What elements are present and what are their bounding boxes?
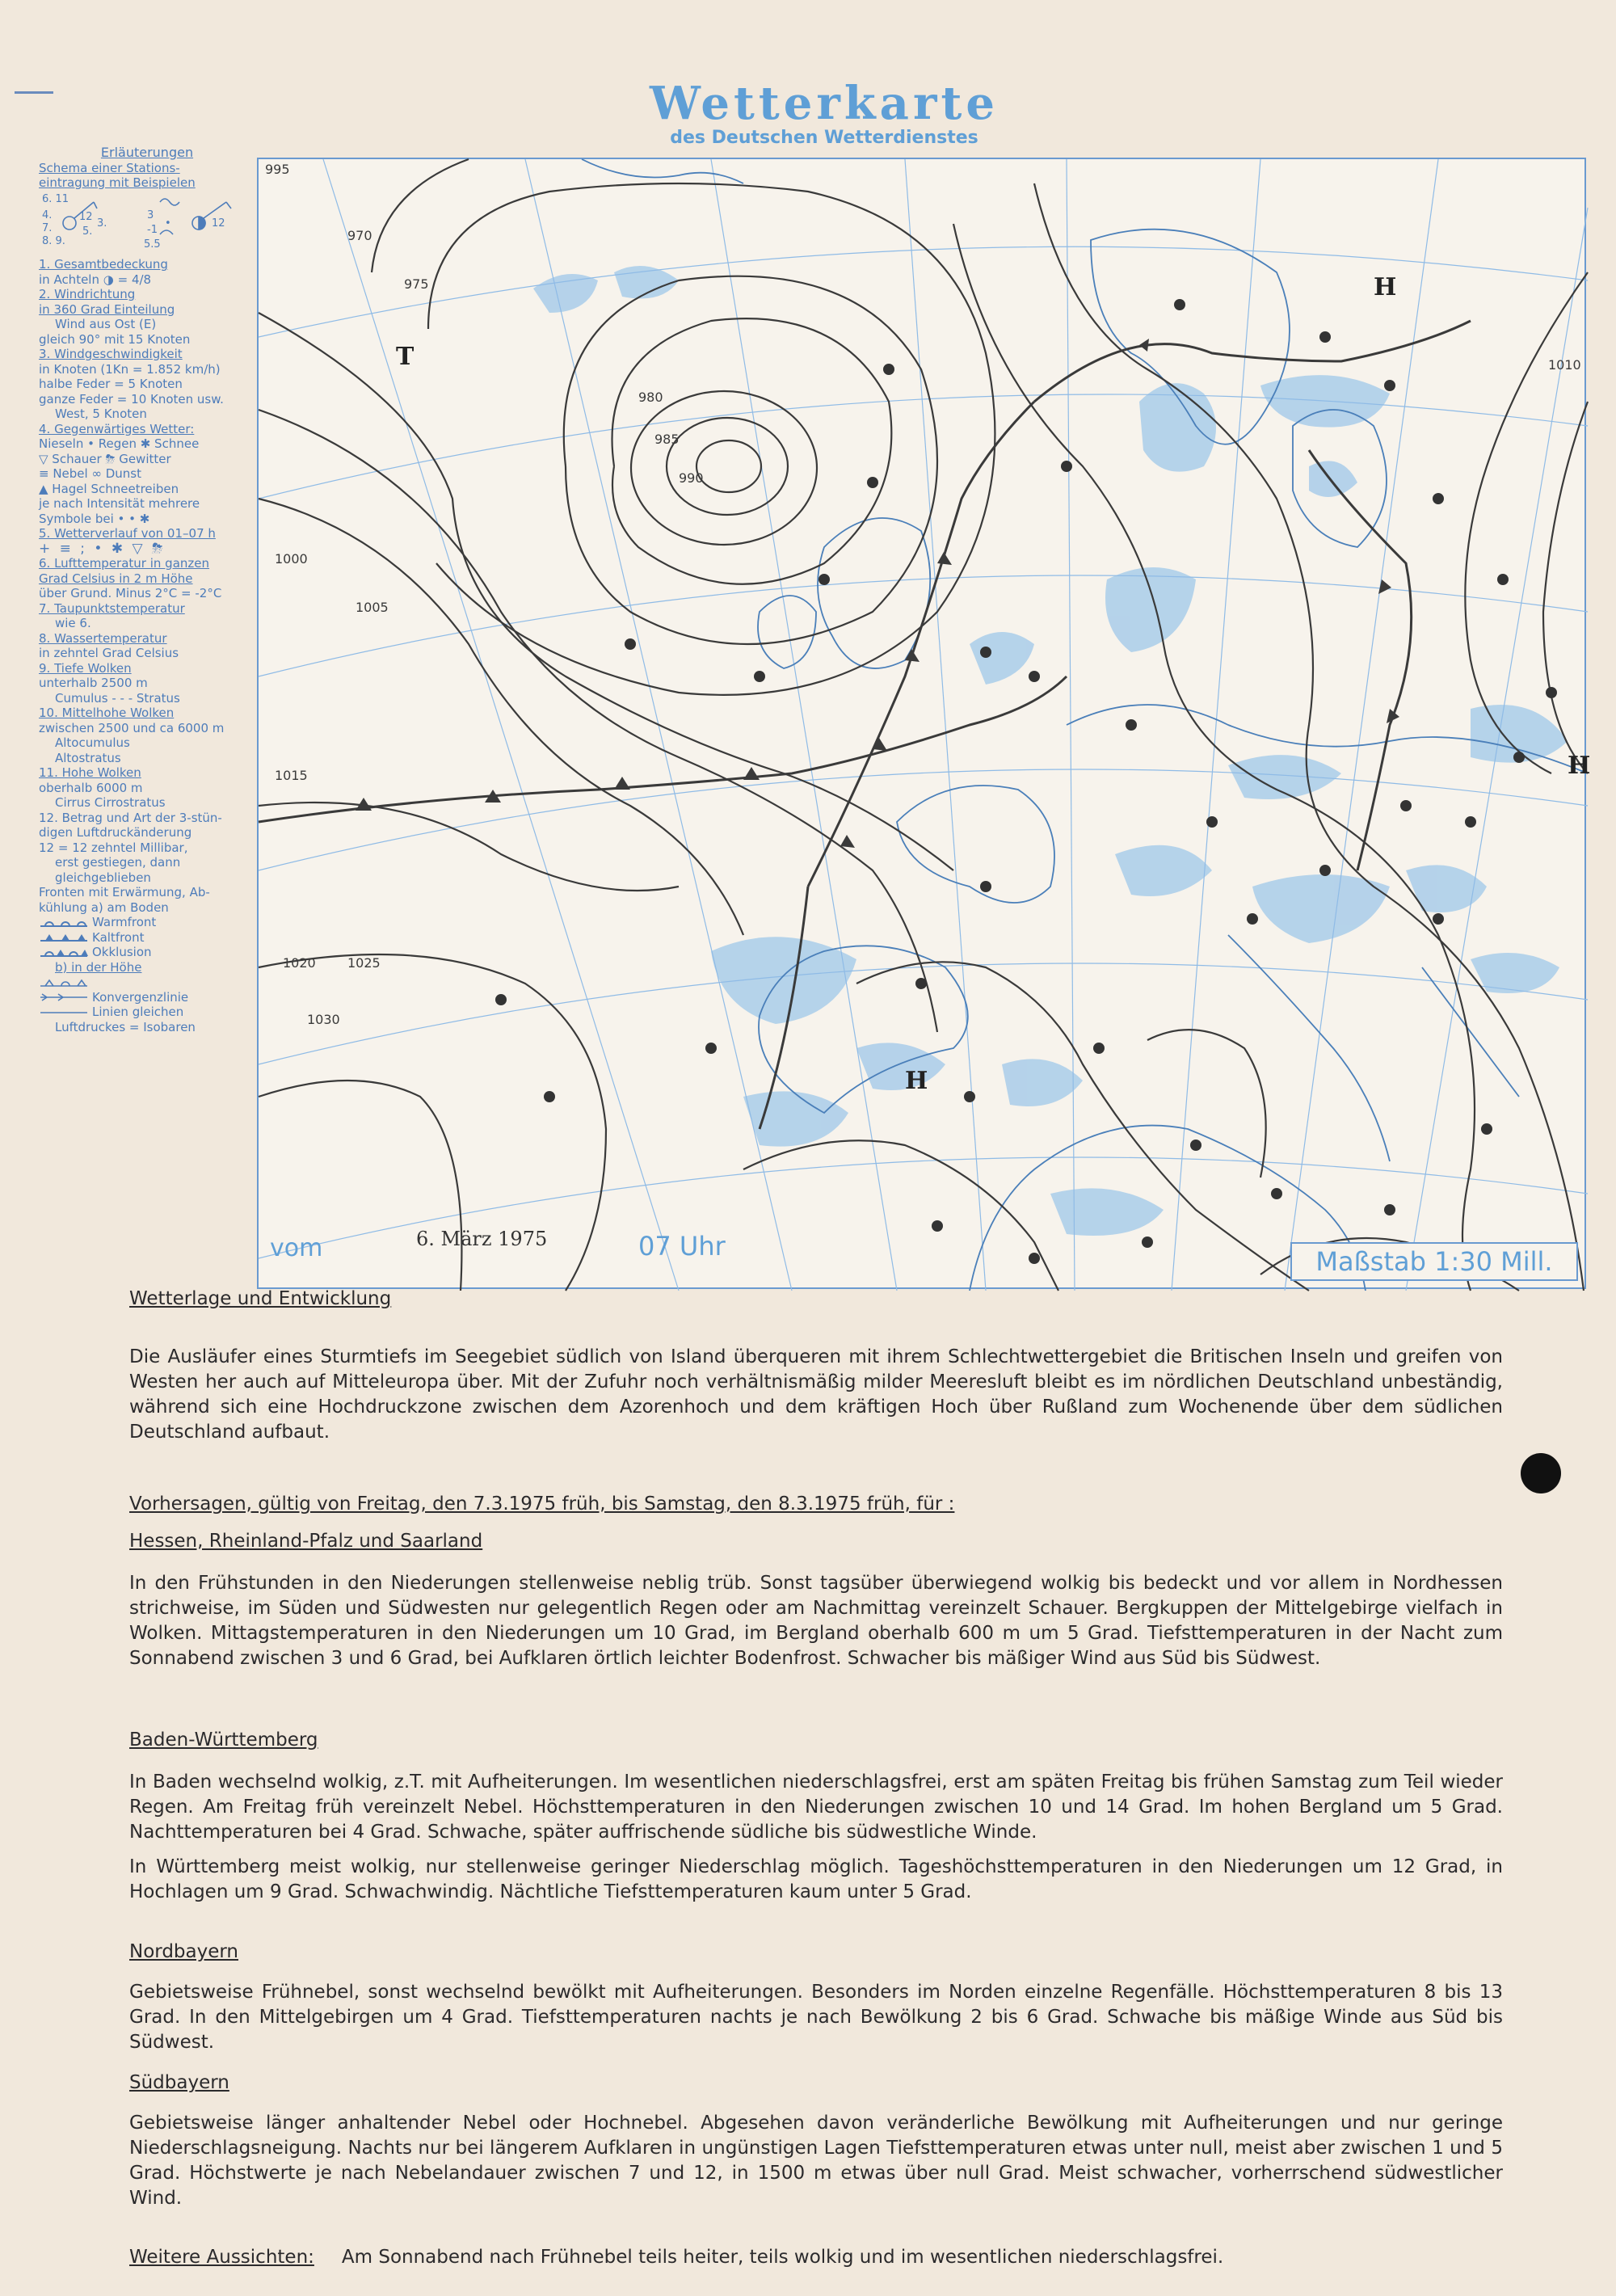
region-hessen-body [129,1571,1503,1671]
svg-text:12: 12 [212,217,225,230]
legend-line: erst gestiegen, dann [55,855,181,870]
legend-line: Warmfront [92,915,157,929]
region-hessen-text: In den Frühstunden in den Niederungen stellenweise neblig trüb. Sonst tagsüber überwiegend wolkig bis bedeckt und vor allem in Nordhessen strichweise, im Süden und Südwesten nur gelegentlich Regen oder am Nachmittag vereinzelt Schauer. Bergkuppen der Mittelgebirge vielfach in Wolken. Mittagstemperaturen in den Niederungen um 10 Grad, im Bergland oberhalb 600 m um 5 Grad. Tiefsttemperaturen in der Nacht zum Sonnabend zwischen 3 und 6 Grad, bei Aufklaren örtlich leichter Bodenfrost. Schwacher bis mäßiger Wind aus Süd bis Südwest. [129,1573,1503,1669]
outlook-text: Am Sonnabend nach Frühnebel teils heiter, teils wolkig und im wesentlichen niederschlagsfrei. [341,2247,1224,2268]
legend-line: Okklusion [92,945,152,959]
occlusion-icon [39,949,89,957]
legend-line: Grad Celsius in 2 m Höhe [39,571,193,586]
svg-text:3.: 3. [97,217,107,230]
isobar-label: 1010 [1548,357,1581,373]
region-suedbayern-text: Gebietsweise länger anhaltender Nebel oder Hochnebel. Abgesehen davon veränderliche Bewölkung mit Aufheiterungen und nur geringe Niederschlagsneigung. Nachts nur bei längerem Aufklaren in ungünstigen Lagen Tiefsttemperaturen etwas unter null, meist aber zwischen 1 und 5 Grad. Höchstwerte je nach Nebelandauer zwischen 7 und 12, in 1500 m etwas über null Grad. Meist schwacher, vorherrschend südwestlicher Wind. [129,2113,1503,2209]
outlook-section [129,2245,1503,2270]
map-scale: Maßstab 1:30 Mill. [1290,1242,1578,1281]
svg-text:5.: 5. [82,225,93,238]
legend-line: Schema einer Stations- [39,160,180,175]
weather-course-symbols-icon: + ≡ ; • ✱ ▽ ⛈ [39,540,166,557]
legend-line: in Knoten (1Kn = 1.852 km/h) [39,361,221,377]
legend-line: Luftdruckes = Isobaren [55,1019,196,1034]
svg-text:-1: -1 [147,223,158,236]
svg-text:6. 11: 6. 11 [42,192,69,205]
region-nordbayern-body [129,1980,1503,2055]
legend-line: b) in der Höhe [55,959,142,975]
region-bw-body [129,1770,1503,1905]
situation-body [129,1345,1503,1445]
legend-line: gleich 90° mit 15 Knoten [39,331,191,347]
isobar-label: 1000 [275,551,308,567]
legend-line: zwischen 2500 und ca 6000 m [39,720,225,735]
high-pressure-center: H [1568,752,1591,780]
legend-line: 8. Wassertemperatur [39,630,167,646]
legend-line: Altostratus [55,750,121,765]
legend-line: ▲ Hagel Schneetreiben [39,481,179,496]
legend-line: Altocumulus [55,735,130,750]
svg-text:3: 3 [147,209,154,221]
low-pressure-center: T [396,343,415,371]
cold-front-icon [39,933,89,942]
isobar-label: 980 [638,390,663,405]
fronts [259,321,1471,1129]
legend-line: digen Luftdruckänderung [39,825,192,840]
page-subtitle: des Deutschen Wetterdienstes [670,128,978,148]
convergence-line-icon [39,993,89,1001]
svg-text:8. 9.: 8. 9. [42,234,65,247]
legend-line: West, 5 Knoten [55,407,147,421]
legend-line: in 360 Grad Einteilung [39,301,175,317]
legend-line: Linien gleichen [92,1005,184,1019]
region-suedbayern [129,2071,1503,2095]
region-suedbayern-heading: Südbayern [129,2072,229,2093]
margin-tick [15,91,53,94]
legend-line: Cumulus - - - Stratus [55,690,180,706]
legend-line: Nieseln • Regen ✱ Schnee [39,436,200,451]
high-pressure-center: H [1374,273,1397,301]
forecast-section [129,1492,1503,1516]
punch-hole-bottom [1521,1453,1561,1493]
svg-text:12: 12 [79,210,93,223]
svg-text:5.5: 5.5 [144,238,161,251]
legend-line: 2. Windrichtung [39,287,136,301]
map-time: 07 Uhr [638,1231,726,1262]
legend-line: 12 = 12 zehntel Millibar, [39,840,188,855]
svg-text:4.: 4. [42,209,53,221]
region-nordbayern-heading: Nordbayern [129,1941,239,1962]
legend-line: Symbole bei • • ✱ [39,511,150,526]
legend-line: Kaltfront [92,929,145,945]
isobar-label: 1005 [356,600,389,615]
warm-front-icon [39,919,89,927]
station-schema-icon [39,191,255,254]
region-hessen [129,1529,1503,1553]
page-title: Wetterkarte [650,77,999,130]
region-bw-text-a: In Baden wechselnd wolkig, z.T. mit Aufheiterungen. Im wesentlichen niederschlagsfrei, erst am späten Freitag bis frühen Samstag zum Teil wieder Regen. Am Freitag früh vereinzelt Nebel. Höchsttemperaturen in den Niederungen zwischen 10 und 14 Grad. Im hohen Bergland um 5 Grad. Nachttemperaturen bei 4 Grad. Schwache, später auffrischende südliche bis südwestliche Winde. [129,1772,1503,1843]
region-bw [129,1728,1503,1752]
outlook-heading: Weitere Aussichten: [129,2247,314,2268]
legend-line: 10. Mittelhohe Wolken [39,706,175,720]
isobar-label: 970 [347,228,372,243]
legend-line: 3. Windgeschwindigkeit [39,347,183,361]
legend-line: in zehntel Grad Celsius [39,646,179,660]
legend-line: unterhalb 2500 m [39,676,148,690]
situation-heading: Wetterlage und Entwicklung [129,1288,392,1309]
precipitation-areas [533,266,1568,1236]
isobar-label: 975 [404,276,429,292]
legend-line: 4. Gegenwärtiges Wetter: [39,421,195,436]
forecast-heading: Vorhersagen, gültig von Freitag, den 7.3.1975 früh, bis Samstag, den 8.3.1975 früh, für : [129,1493,955,1515]
situation-text: Die Ausläufer eines Sturmtiefs im Seegebiet südlich von Island überqueren mit ihrem Schlechtwettergebiet die Britischen Inseln und greifen von Westen her auch auf Mitteleuropa über. Mit der Zufuhr noch verhältnismäßig milder Meeresluft bleibt es im nördlichen Deutschland unbeständig, während sich eine Hochdruckzone zwischen dem Azorenhoch und dem kräftigen Hoch über Rußland zum Wochenende über dem südlichen Deutschland aufbaut. [129,1346,1503,1443]
weather-map [257,158,1591,1289]
isobar-label: 990 [679,470,704,486]
legend-line: Konvergenzlinie [92,989,189,1005]
legend-line: eintragung mit Beispielen [39,175,196,190]
legend-line: 1. Gesamtbedeckung [39,257,168,272]
legend-line: kühlung a) am Boden [39,899,169,915]
legend-line: Wind aus Ost (E) [55,317,157,331]
isobar-icon [39,1009,89,1017]
legend-line: halbe Feder = 5 Knoten [39,377,183,391]
coastlines [582,159,1591,1291]
isobar-label: 995 [265,162,290,177]
legend-heading: Erläuterungen [100,145,194,160]
region-nordbayern [129,1940,1503,1964]
legend-line: Cirrus Cirrostratus [55,795,166,810]
upper-front-icon [39,979,89,987]
legend-line: 6. Lufttemperatur in ganzen [39,556,210,571]
legend-line: ganze Feder = 10 Knoten usw. [39,391,224,407]
map-date: 6. März 1975 [416,1228,548,1250]
legend-line: 11. Hohe Wolken [39,765,141,780]
legend-line: ≡ Nebel ∞ Dunst [39,466,141,481]
situation-section [129,1287,1503,1311]
map-vom-label: vom [270,1234,323,1262]
legend-line: 12. Betrag und Art der 3-stün- [39,810,222,825]
legend-line: 9. Tiefe Wolken [39,660,132,676]
graticule [259,159,1591,1291]
legend-line: wie 6. [55,616,91,630]
high-pressure-center: H [905,1067,928,1095]
legend-line: 5. Wetterverlauf von 01–07 h [39,526,216,541]
legend-line: in Achteln ◑ = 4/8 [39,272,152,287]
legend-line: oberhalb 6000 m [39,780,143,795]
isobar-label: 1030 [307,1012,340,1027]
legend-panel [39,145,255,1034]
isobar-label: 1025 [347,955,381,971]
legend-line: je nach Intensität mehrere [39,496,200,511]
svg-text:7.: 7. [42,221,53,234]
isobars [259,159,1591,1291]
region-bw-text-b: In Württemberg meist wolkig, nur stellenweise geringer Niederschlag möglich. Tageshöchsttemperaturen in den Niederungen um 12 Grad, in Hochlagen um 9 Grad. Schwachwindig. Nächtliche Tiefsttemperaturen kaum unter 5 Grad. [129,1856,1503,1902]
region-nordbayern-text: Gebietsweise Frühnebel, sonst wechselnd bewölkt mit Aufheiterungen. Besonders im Norden einzelne Regenfälle. Höchsttemperaturen 8 bis 13 Grad. In den Mittelgebirgen um 4 Grad. Tiefsttemperaturen nachts je nach Bewölkung 2 bis 6 Grad. Schwache bis mäßige Winde aus Süd bis Südwest. [129,1982,1503,2053]
title-block [614,79,1034,149]
isobar-label: 1020 [283,955,316,971]
weather-map-drawing [259,159,1591,1291]
isobar-label: 985 [654,432,680,447]
svg-text:•: • [165,217,171,230]
isobar-label: 1015 [275,768,308,783]
region-hessen-heading: Hessen, Rheinland-Pfalz und Saarland [129,1531,483,1552]
legend-line: ▽ Schauer ⛈ Gewitter [39,451,171,466]
legend-line: gleichgeblieben [55,870,151,885]
region-bw-heading: Baden-Württemberg [129,1729,318,1750]
legend-line: Fronten mit Erwärmung, Ab- [39,885,210,899]
region-suedbayern-body [129,2111,1503,2211]
legend-line: über Grund. Minus 2°C = -2°C [39,586,222,600]
legend-line: 7. Taupunktstemperatur [39,600,185,616]
